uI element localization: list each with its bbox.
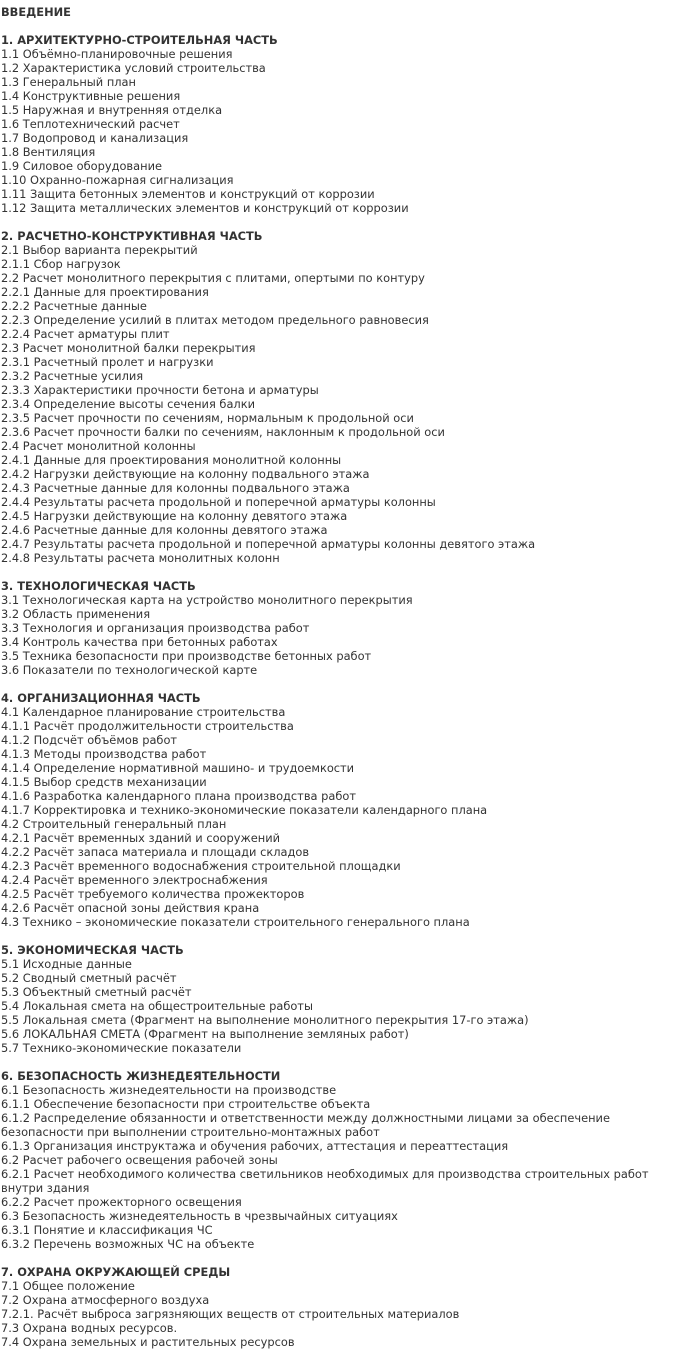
toc-item: 4.2.1 Расчёт временных зданий и сооружений: [1, 831, 281, 845]
toc-item: 2.3.4 Определение высоты сечения балки: [1, 397, 255, 411]
toc-item: 4.1.5 Выбор средств механизации: [1, 775, 207, 789]
toc-item: 2.1.1 Сбор нагрузок: [1, 257, 121, 271]
toc-item: 6.1 Безопасность жизнедеятельности на производстве: [1, 1083, 337, 1097]
toc-item: 3.6 Показатели по технологической карте: [1, 663, 258, 677]
toc-item: 4.2 Строительный генеральный план: [1, 817, 227, 831]
toc-item: 3.2 Область применения: [1, 607, 151, 621]
toc-item: 4.1.1 Расчёт продолжительности строительства: [1, 719, 294, 733]
toc-section: [1, 229, 700, 565]
toc-item: 1.2 Характеристика условий строительства: [1, 61, 266, 75]
toc-item: 5.7 Технико-экономические показатели: [1, 1041, 242, 1055]
toc-item: 2.4.8 Результаты расчета монолитных колонн: [1, 551, 280, 565]
toc-item: 2.4.5 Нагрузки действующие на колонну девятого этажа: [1, 509, 348, 523]
toc-item: 4.1 Календарное планирование строительства: [1, 705, 286, 719]
toc-item: 1.7 Водопровод и канализация: [1, 131, 189, 145]
toc-item: 5.6 ЛОКАЛЬНАЯ СМЕТА (Фрагмент на выполнение земляных работ): [1, 1027, 409, 1041]
toc-item: 2.2 Расчет монолитного перекрытия с плитами, опертыми по контуру: [1, 271, 425, 285]
toc-item: 6.2.2 Расчет прожекторного освещения: [1, 1195, 242, 1209]
toc-item: 2.4.1 Данные для проектирования монолитной колонны: [1, 453, 342, 467]
toc-item: 4.1.6 Разработка календарного плана производства работ: [1, 789, 356, 803]
toc-item: 4.2.3 Расчёт временного водоснабжения строительной площадки: [1, 859, 401, 873]
toc-item: 1.9 Силовое оборудование: [1, 159, 162, 173]
section-title: 6. БЕЗОПАСНОСТЬ ЖИЗНЕДЕЯТЕЛЬНОСТИ: [1, 1069, 281, 1083]
section-title: 2. РАСЧЕТНО-КОНСТРУКТИВНАЯ ЧАСТЬ: [1, 229, 263, 243]
toc-item: 5.2 Сводный сметный расчёт: [1, 971, 177, 985]
toc-item: 2.4.4 Результаты расчета продольной и поперечной арматуры колонны: [1, 495, 436, 509]
toc-item: 4.2.4 Расчёт временного электроснабжения: [1, 873, 268, 887]
section-title: 4. ОРГАНИЗАЦИОННАЯ ЧАСТЬ: [1, 691, 201, 705]
toc-item: 2.4.6 Расчетные данные для колонны девятого этажа: [1, 523, 328, 537]
toc-item: 4.2.6 Расчёт опасной зоны действия крана: [1, 901, 260, 915]
toc-item: 4.3 Технико – экономические показатели строительного генерального плана: [1, 915, 470, 929]
toc-item: 3.3 Технология и организация производства работ: [1, 621, 310, 635]
toc-section: [1, 943, 700, 1055]
toc-item: 6.2 Расчет рабочего освещения рабочей зоны: [1, 1153, 278, 1167]
toc-item: 7.2 Охрана атмосферного воздуха: [1, 1293, 210, 1307]
toc-item: 3.4 Контроль качества при бетонных работах: [1, 635, 278, 649]
toc-item: 4.1.2 Подсчёт объёмов работ: [1, 733, 178, 747]
toc-item: 2.3.1 Расчетный пролет и нагрузки: [1, 355, 214, 369]
toc-item: 1.5 Наружная и внутренняя отделка: [1, 103, 223, 117]
toc-item: 2.1 Выбор варианта перекрытий: [1, 243, 198, 257]
section-title: 1. АРХИТЕКТУРНО-СТРОИТЕЛЬНАЯ ЧАСТЬ: [1, 33, 278, 47]
toc-item: 1.12 Защита металлических элементов и конструкций от коррозии: [1, 201, 409, 215]
toc-item: 7.2.1. Расчёт выброса загрязняющих веществ от строительных материалов: [1, 1307, 460, 1321]
toc-item: 7.3 Охрана водных ресурсов.: [1, 1321, 178, 1335]
toc-item: 3.5 Техника безопасности при производстве бетонных работ: [1, 649, 372, 663]
toc-item: 1.4 Конструктивные решения: [1, 89, 181, 103]
toc-item: 2.4.2 Нагрузки действующие на колонну подвального этажа: [1, 467, 370, 481]
toc-section: [1, 691, 700, 929]
toc-item: 1.3 Генеральный план: [1, 75, 136, 89]
toc-item: 3.1 Технологическая карта на устройство монолитного перекрытия: [1, 593, 413, 607]
toc-item: 6.1.3 Организация инструктажа и обучения рабочих, аттестация и переаттестация: [1, 1139, 509, 1153]
toc-item: 5.1 Исходные данные: [1, 957, 132, 971]
toc-item: 6.2.1 Расчет необходимого количества светильников необходимых для производства строительных работ внутри здания: [1, 1167, 649, 1195]
toc-item: 6.3 Безопасность жизнедеятельность в чрезвычайных ситуациях: [1, 1209, 398, 1223]
sections-list: [1, 33, 700, 1349]
toc-item: 6.1.1 Обеспечение безопасности при строительстве объекта: [1, 1097, 371, 1111]
toc-item: 2.4.3 Расчетные данные для колонны подвального этажа: [1, 481, 350, 495]
toc-item: 2.2.4 Расчет арматуры плит: [1, 327, 170, 341]
toc-item: 4.1.4 Определение нормативной машино- и трудоемкости: [1, 761, 355, 775]
toc-item: 6.3.1 Понятие и классификация ЧС: [1, 1223, 213, 1237]
section-title: 7. ОХРАНА ОКРУЖАЮЩЕЙ СРЕДЫ: [1, 1265, 231, 1279]
toc-item: 4.1.3 Методы производства работ: [1, 747, 207, 761]
toc-item: 2.4.7 Результаты расчета продольной и поперечной арматуры колонны девятого этажа: [1, 537, 536, 551]
toc-item: 1.11 Защита бетонных элементов и конструкций от коррозии: [1, 187, 375, 201]
toc-section: [1, 1069, 700, 1251]
toc-item: 1.6 Теплотехнический расчет: [1, 117, 180, 131]
toc-item: 4.1.7 Корректировка и технико-экономические показатели календарного плана: [1, 803, 488, 817]
toc-item: 5.5 Локальная смета (Фрагмент на выполнение монолитного перекрытия 17-го этажа): [1, 1013, 529, 1027]
toc-item: 1.10 Охранно-пожарная сигнализация: [1, 173, 234, 187]
toc-item: 6.1.2 Распределение обязанности и ответственности между должностными лицами за обеспечение безопасности при выполнении строительно-монтажных работ: [1, 1111, 610, 1139]
toc-item: 2.3.5 Расчет прочности по сечениям, нормальным к продольной оси: [1, 411, 414, 425]
toc-item: 4.2.5 Расчёт требуемого количества прожекторов: [1, 887, 305, 901]
section-title: 5. ЭКОНОМИЧЕСКАЯ ЧАСТЬ: [1, 943, 184, 957]
toc-item: 2.4 Расчет монолитной колонны: [1, 439, 196, 453]
toc-item: 5.3 Объектный сметный расчёт: [1, 985, 192, 999]
toc-item: 2.2.1 Данные для проектирования: [1, 285, 209, 299]
section-title: 3. ТЕХНОЛОГИЧЕСКАЯ ЧАСТЬ: [1, 579, 196, 593]
toc-item: 2.2.3 Определение усилий в плитах методом предельного равновесия: [1, 313, 429, 327]
intro-heading: ВВЕДЕНИЕ: [1, 5, 71, 19]
toc-item: 6.3.2 Перечень возможных ЧС на объекте: [1, 1237, 255, 1251]
toc-item: 2.2.2 Расчетные данные: [1, 299, 147, 313]
toc-item: 7.4 Охрана земельных и растительных ресурсов: [1, 1335, 295, 1349]
toc-section: [1, 579, 700, 677]
toc-item: 2.3.6 Расчет прочности балки по сечениям, наклонным к продольной оси: [1, 425, 445, 439]
toc-section: [1, 33, 700, 215]
toc-item: 2.3.3 Характеристики прочности бетона и арматуры: [1, 383, 319, 397]
toc-item: 5.4 Локальная смета на общестроительные работы: [1, 999, 313, 1013]
toc-item: 7.1 Общее положение: [1, 1279, 135, 1293]
toc-item: 2.3 Расчет монолитной балки перекрытия: [1, 341, 256, 355]
toc-item: 2.3.2 Расчетные усилия: [1, 369, 144, 383]
toc-item: 1.8 Вентиляция: [1, 145, 96, 159]
toc-section: [1, 1265, 700, 1349]
toc-item: 1.1 Объёмно-планировочные решения: [1, 47, 233, 61]
toc-item: 4.2.2 Расчёт запаса материала и площади складов: [1, 845, 310, 859]
